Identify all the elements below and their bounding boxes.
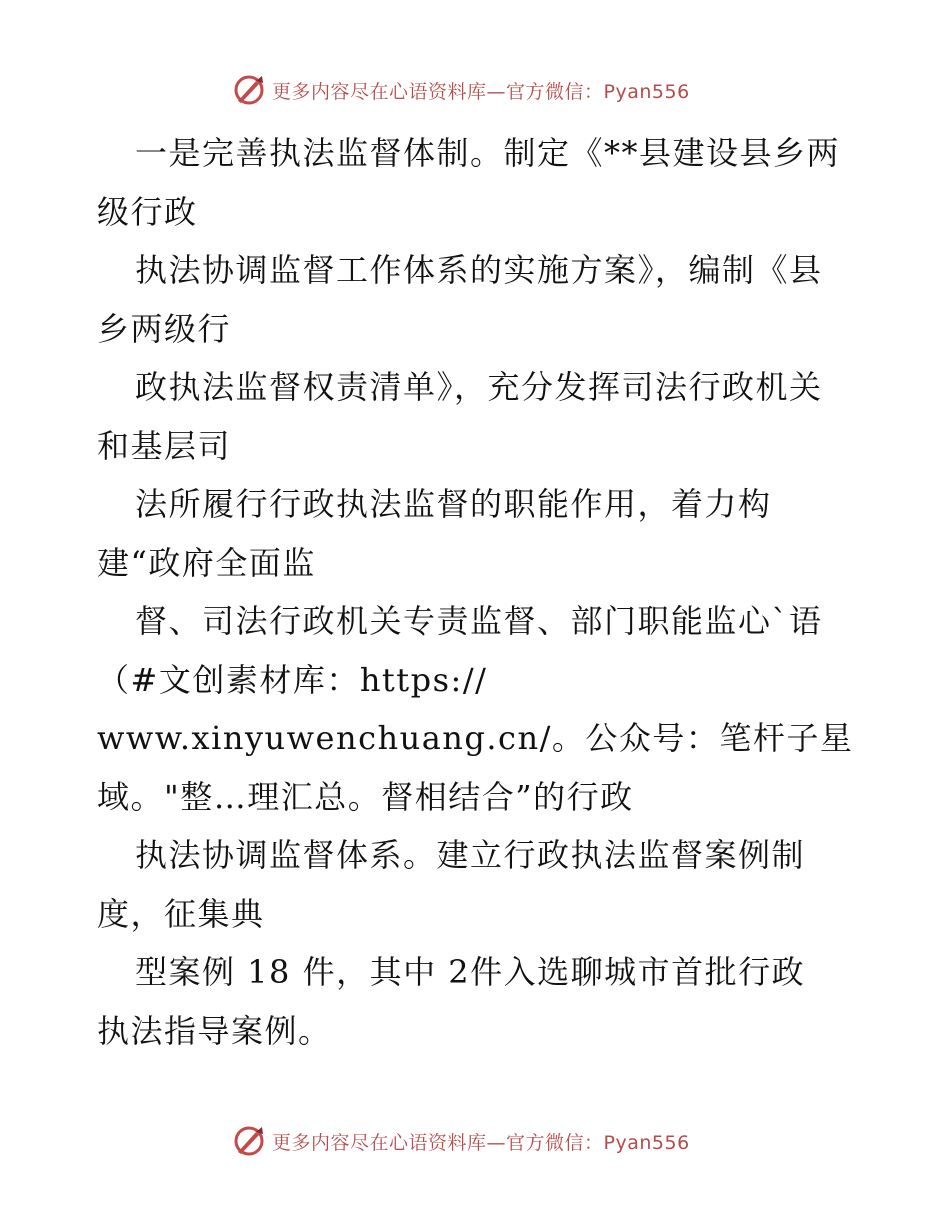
text-line: 督、司法行政机关专责监督、部门职能监心`语 [135,602,823,640]
text-line: 建“政府全面监 [97,543,316,582]
text-line: 一是完善执法监督体制。制定《**县建设县乡两 [135,134,841,172]
text-line: 和基层司 [97,426,232,465]
document-body [97,124,857,1060]
text-line: 执法指导案例。 [97,1011,332,1050]
text-line: 执法协调监督工作体系的实施方案》，编制《县 [135,251,823,289]
text-line: 乡两级行 [97,309,232,348]
text-line: 执法协调监督体系。建立行政执法监督案例制 [135,836,806,874]
header-watermark [232,72,690,108]
text-line: 法所履行行政执法监督的职能作用，着力构 [135,485,772,523]
text-line: 政执法监督权责清单》，充分发挥司法行政机关 [135,368,823,406]
footer-watermark [232,1123,690,1159]
quill-logo-icon [232,73,266,107]
watermark-text: 更多内容尽在心语资料库—官方微信：Pyan556 [272,1131,690,1154]
text-line: （#文创素材库：https:// [97,660,488,699]
text-line: 域。"整…理汇总。督相结合”的行政 [97,777,634,816]
watermark-text: 更多内容尽在心语资料库—官方微信：Pyan556 [272,80,690,103]
text-line: 型案例 18 件，其中 2件入选聊城市首批行政 [135,953,806,991]
text-line: 度，征集典 [97,894,265,933]
quill-logo-icon [232,1124,266,1158]
text-line: 级行政 [97,192,198,231]
text-line: www.xinyuwenchuang.cn/。公众号：笔杆子星 [97,719,854,757]
